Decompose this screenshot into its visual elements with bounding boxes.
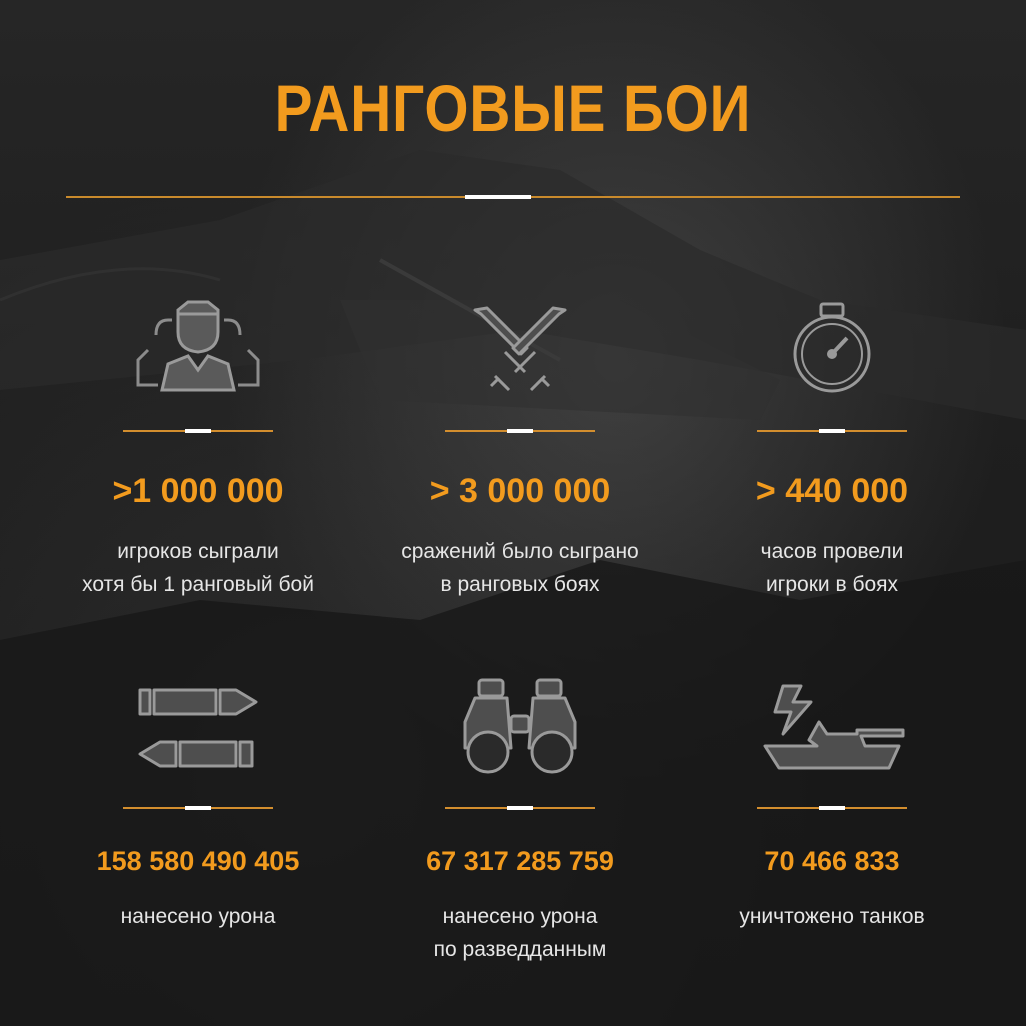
damage-description [48, 900, 348, 933]
players-value: >1 000 000 [112, 472, 284, 510]
page-title: РАНГОВЫЕ БОИ [274, 71, 752, 145]
battles-description-line-1: сражений было сыграно [401, 540, 639, 563]
spotting-description [370, 900, 670, 966]
title-divider-marker [465, 195, 531, 199]
battles-value: > 3 000 000 [429, 472, 611, 510]
hours-description [682, 535, 982, 601]
spotting-description-line-2: по разведданным [433, 938, 607, 961]
battles-description-line-2: в ранговых боях [440, 573, 600, 596]
players-description [48, 535, 348, 601]
players-divider-marker [185, 429, 211, 433]
hours-description-line-2: игроки в боях [765, 573, 899, 596]
spotting-description-line-1: нанесено урона [442, 905, 598, 928]
tanks-divider-marker [819, 806, 845, 810]
damage-description-line-1: нанесено урона [120, 905, 276, 928]
spotting-divider-marker [507, 806, 533, 810]
damage-value: 158 580 490 405 [96, 846, 300, 876]
battles-divider-marker [507, 429, 533, 433]
hours-value: > 440 000 [755, 472, 909, 510]
damage-divider-marker [185, 806, 211, 810]
players-description-line-1: игроков сыграли [117, 540, 279, 563]
battles-description [370, 535, 670, 601]
tanks-description [682, 900, 982, 933]
players-description-line-2: хотя бы 1 ранговый бой [82, 573, 314, 596]
crossed-swords-icon [370, 290, 670, 400]
hours-divider-marker [819, 429, 845, 433]
tanks-value: 70 466 833 [764, 846, 900, 876]
tanks-description-line-1: уничтожено танков [739, 905, 925, 928]
binoculars-icon [370, 672, 670, 782]
players-icon [48, 290, 348, 400]
shells-icon [48, 672, 348, 782]
hours-description-line-1: часов провели [760, 540, 904, 563]
stopwatch-icon [682, 290, 982, 400]
spotting-value: 67 317 285 759 [426, 846, 614, 876]
destroyed-tank-icon [682, 672, 982, 782]
